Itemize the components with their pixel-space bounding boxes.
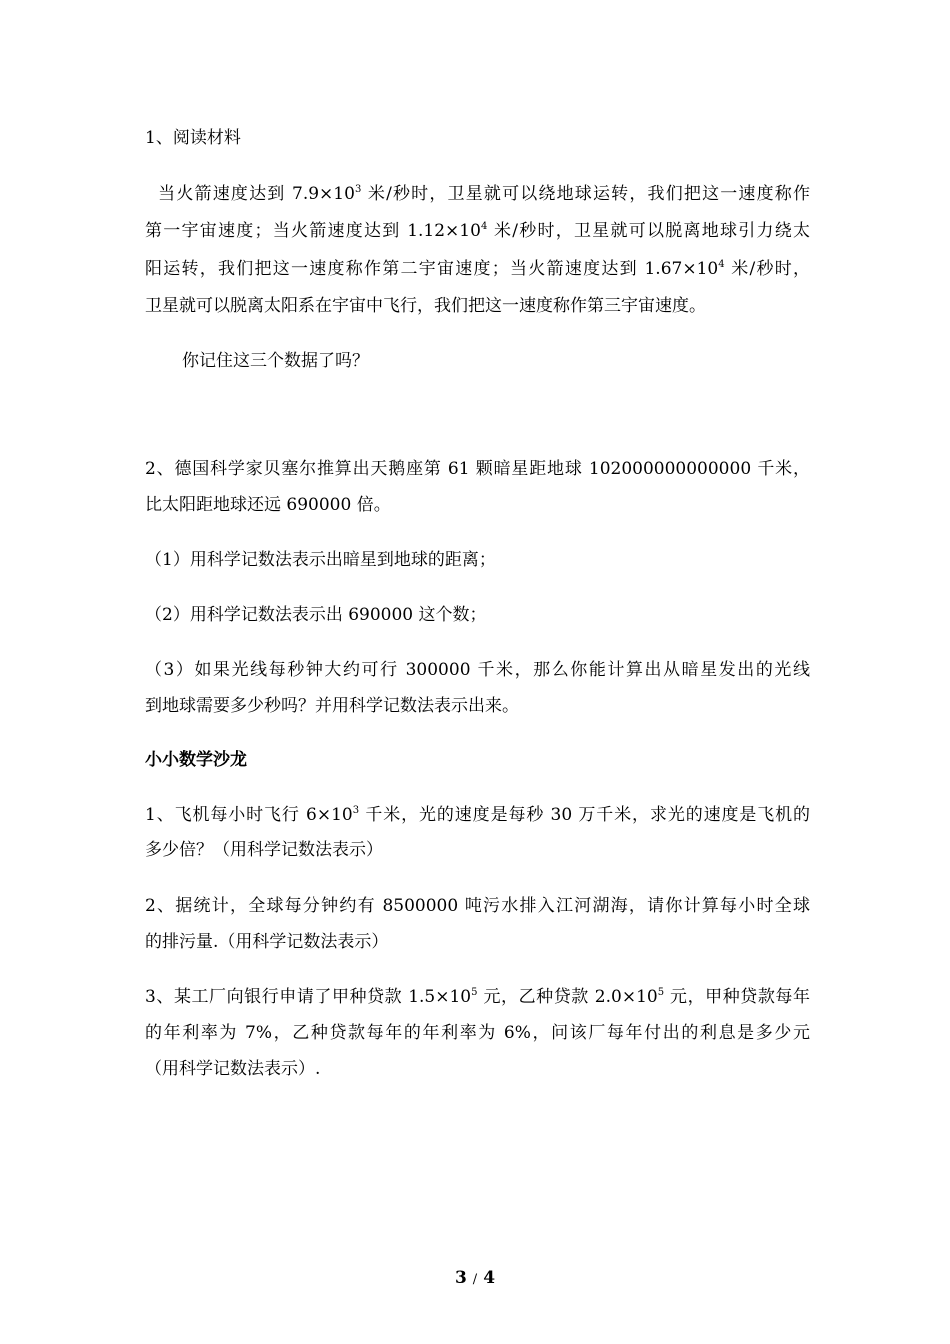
page-separator: / [472,1272,478,1287]
section1-title: 1、阅读材料 [145,128,241,148]
text-run: 3、某工厂向银行申请了甲种贷款 1.5×10 [145,987,472,1007]
text-run: 第一宇宙速度；当火箭速度达到 1.12×10 [145,221,481,241]
text-run: 米/秒时，卫星就可以脱离地球引力绕太 [487,221,810,241]
salon-problem-3: 的年利率为 7%，乙种贷款每年的年利率为 6%，问该厂每年付出的利息是多少元 [145,1023,810,1043]
text-run: 米/秒时，卫星就可以绕地球运转，我们把这一速度称作 [361,184,810,204]
text-run: 阳运转，我们把这一速度称作第二宇宙速度；当火箭速度达到 1.67×10 [145,259,719,279]
sub-question-3: （3）如果光线每秒钟大约可行 300000 千米，那么你能计算出从暗星发出的光线 [145,660,810,680]
problem-intro: 2、德国科学家贝塞尔推算出天鹅座第 61 颗暗星距地球 102000000000000 千米， [145,459,810,479]
salon-problem-1: 多少倍？（用科学记数法表示） [145,840,383,860]
paragraph-line [145,257,810,281]
sub-question-3: 到地球需要多少秒吗？并用科学记数法表示出来。 [145,696,519,716]
page-total: 4 [483,1268,496,1288]
paragraph-line [145,182,810,206]
exponent: 3 [352,805,360,816]
exponent: 4 [718,259,725,270]
exponent: 3 [354,184,362,195]
problem-intro: 比太阳距地球还远 690000 倍。 [145,495,391,515]
exponent: 4 [480,221,488,232]
text-run: 1、飞机每小时飞行 6×10 [145,805,353,825]
paragraph-line [145,219,810,243]
text-run: 元，甲种贷款每年 [664,987,810,1007]
salon-problem-1 [145,803,810,827]
paragraph-line: 卫星就可以脱离太阳系在宇宙中飞行，我们把这一速度称作第三宇宙速度。 [145,296,706,316]
salon-problem-2: 的排污量.（用科学记数法表示） [145,932,389,952]
sub-question-1: （1）用科学记数法表示出暗星到地球的距离； [145,550,496,570]
page-number [0,1268,950,1288]
text-run: 米/秒时， [724,259,810,279]
exponent: 5 [471,987,478,998]
text-run: 元，乙种贷款 2.0×10 [477,987,658,1007]
page-current: 3 [454,1268,467,1288]
sub-question-2: （2）用科学记数法表示出 690000 这个数； [145,605,487,625]
salon-title: 小小数学沙龙 [145,750,247,770]
salon-problem-3: （用科学记数法表示）. [145,1059,321,1079]
exponent: 5 [657,987,665,998]
salon-problem-2: 2、据统计，全球每分钟约有 8500000 吨污水排入江河湖海，请你计算每小时全球 [145,896,810,916]
text-run: 千米，光的速度是每秒 30 万千米，求光的速度是飞机的 [359,805,810,825]
salon-problem-3 [145,985,810,1009]
question-line: 你记住这三个数据了吗？ [182,351,369,371]
text-run: 当火箭速度达到 7.9×10 [158,184,355,204]
